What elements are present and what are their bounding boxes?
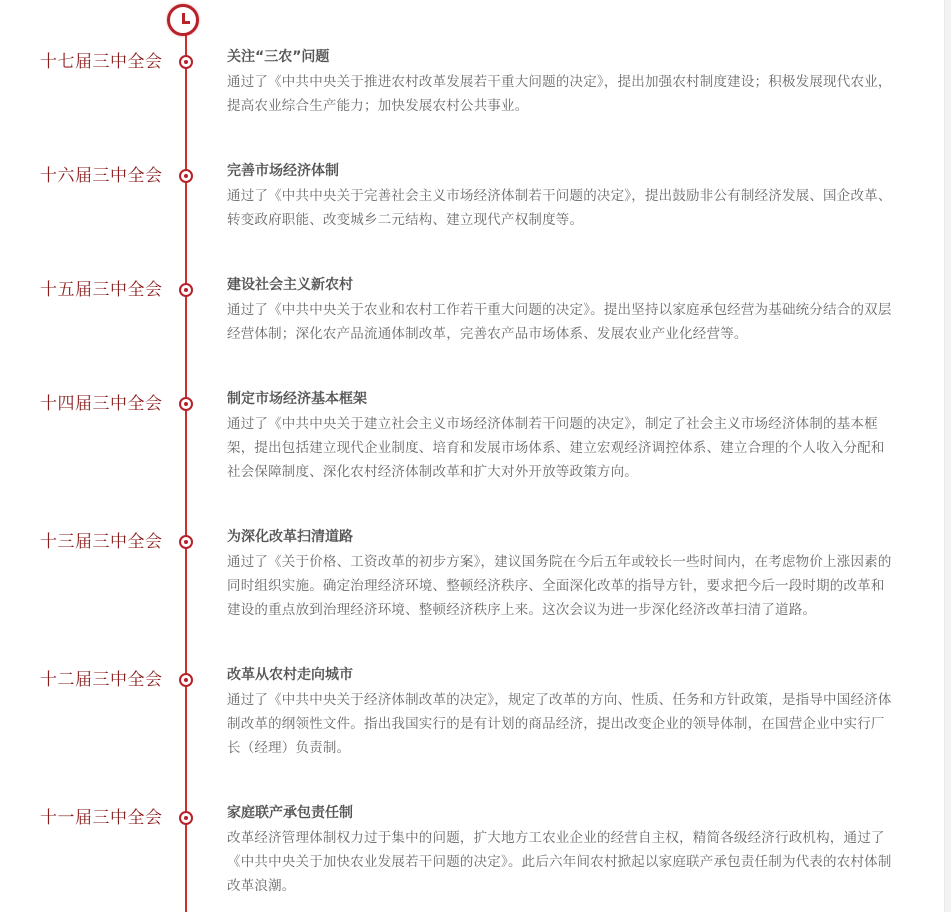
- entry-content: [227, 664, 892, 760]
- entry-body: 通过了《中共中央关于农业和农村工作若干重大问题的决定》。提出坚持以家庭承包经营为基础统分结合的双层经营体制；深化农产品流通体制改革，完善农产品市场体系、发展农业产业化经营等。: [227, 302, 892, 342]
- entry-body: 通过了《中共中央关于完善社会主义市场经济体制若干问题的决定》，提出鼓励非公有制经济发展、国企改革、转变政府职能、改变城乡二元结构、建立现代产权制度等。: [227, 188, 892, 228]
- timeline-dot-icon: [179, 811, 193, 825]
- entry-content: [227, 46, 892, 118]
- entry-label: 十六届三中全会: [40, 166, 163, 186]
- entry-label: 十三届三中全会: [40, 532, 163, 552]
- entry-content: [227, 160, 892, 232]
- timeline-dot-icon: [179, 397, 193, 411]
- timeline-dot-icon: [179, 673, 193, 687]
- entry-title: 制定市场经济基本框架: [227, 391, 367, 407]
- entry-label: 十五届三中全会: [40, 280, 163, 300]
- entry-title: 关注“三农”问题: [227, 49, 330, 65]
- timeline-dot-icon: [179, 535, 193, 549]
- entry-title: 家庭联产承包责任制: [227, 805, 353, 821]
- entry-body: 通过了《中共中央关于建立社会主义市场经济体制若干问题的决定》，制定了社会主义市场经济体制的基本框架，提出包括建立现代企业制度、培育和发展市场体系、建立宏观经济调控体系、建立合理的个人收入分配和社会保障制度、深化农村经济体制改革和扩大对外开放等政策方向。: [227, 416, 885, 480]
- entry-label: 十七届三中全会: [40, 52, 163, 72]
- entry-label: 十四届三中全会: [40, 394, 163, 414]
- timeline-dot-icon: [179, 169, 193, 183]
- timeline-dot-icon: [179, 283, 193, 297]
- entry-content: [227, 526, 892, 622]
- entry-body: 通过了《中共中央关于推进农村改革发展若干重大问题的决定》，提出加强农村制度建设；积极发展现代农业，提高农业综合生产能力；加快发展农村公共事业。: [227, 74, 892, 114]
- entry-body: 通过了《中共中央关于经济体制改革的决定》，规定了改革的方向、性质、任务和方针政策，是指导中国经济体制改革的纲领性文件。指出我国实行的是有计划的商品经济，提出改变企业的领导体制，在国营企业中实行厂长（经理）负责制。: [227, 692, 892, 756]
- entry-content: [227, 388, 892, 484]
- clock-hand-minute: [182, 21, 190, 24]
- entry-title: 完善市场经济体制: [227, 163, 339, 179]
- clock-icon: [167, 4, 199, 36]
- timeline-line: [185, 34, 187, 912]
- entry-label: 十一届三中全会: [40, 808, 163, 828]
- entry-title: 建设社会主义新农村: [227, 277, 353, 293]
- entry-body: 通过了《关于价格、工资改革的初步方案》，建议国务院在今后五年或较长一些时间内，在考虑物价上涨因素的同时组织实施。确定治理经济环境、整顿经济秩序、全面深化改革的指导方针，要求把今后一段时期的改革和建设的重点放到治理经济环境、整顿经济秩序上来。这次会议为进一步深化经济改革扫清了道路。: [227, 554, 892, 618]
- timeline-dot-icon: [179, 55, 193, 69]
- entry-content: [227, 274, 892, 346]
- entry-content: [227, 802, 892, 898]
- scrollbar-edge: [944, 0, 951, 912]
- entry-label: 十二届三中全会: [40, 670, 163, 690]
- entry-body: 改革经济管理体制权力过于集中的问题，扩大地方工农业企业的经营自主权，精简各级经济行政机构，通过了《中共中央关于加快农业发展若干问题的决定》。此后六年间农村掀起以家庭联产承包责任制为代表的农村体制改革浪潮。: [227, 830, 892, 894]
- entry-title: 改革从农村走向城市: [227, 667, 353, 683]
- entry-title: 为深化改革扫清道路: [227, 529, 353, 545]
